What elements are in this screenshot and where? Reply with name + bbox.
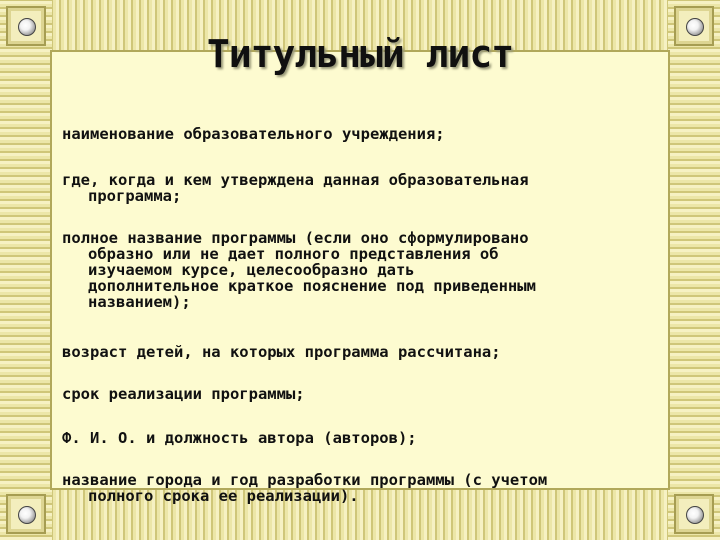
list-item-text: наименование образовательного учреждения; xyxy=(62,125,445,143)
list-item-continuation: образно или не дает полного представления об xyxy=(88,245,499,263)
list-item-text: полное название программы (если оно сформулировано xyxy=(62,229,529,247)
list-item-text: название города и год разработки программы (с учетом xyxy=(62,471,548,489)
list-item xyxy=(62,344,662,360)
list-item xyxy=(62,126,662,142)
list-item xyxy=(62,430,662,446)
rivet-knob-icon xyxy=(18,18,36,36)
rivet-knob-icon xyxy=(686,506,704,524)
rivet-knob-icon xyxy=(686,18,704,36)
decorative-border-left xyxy=(0,0,52,540)
list-item xyxy=(62,386,662,402)
list-item-continuation: полного срока ее реализации). xyxy=(88,487,359,505)
corner-rivet-icon xyxy=(674,494,714,534)
corner-rivet-icon xyxy=(6,494,46,534)
list-item xyxy=(62,230,662,310)
list-item-text: срок реализации программы; xyxy=(62,385,305,403)
list-item-continuation: дополнительное краткое пояснение под приведенным xyxy=(88,277,536,295)
list-item-continuation: изучаемом курсе, целесообразно дать xyxy=(88,261,415,279)
list-item xyxy=(62,172,662,204)
list-item-text: возраст детей, на которых программа рассчитана; xyxy=(62,343,501,361)
decorative-border-right xyxy=(668,0,720,540)
corner-rivet-icon xyxy=(674,6,714,46)
list-item-continuation: названием); xyxy=(88,293,191,311)
list-item xyxy=(62,472,662,504)
list-item-continuation: программа; xyxy=(88,187,182,205)
rivet-knob-icon xyxy=(18,506,36,524)
list-item-text: где, когда и кем утверждена данная образовательная xyxy=(62,171,529,189)
slide-title: Титульный лист xyxy=(206,32,514,76)
list-item-text: Ф. И. О. и должность автора (авторов); xyxy=(62,429,417,447)
corner-rivet-icon xyxy=(6,6,46,46)
